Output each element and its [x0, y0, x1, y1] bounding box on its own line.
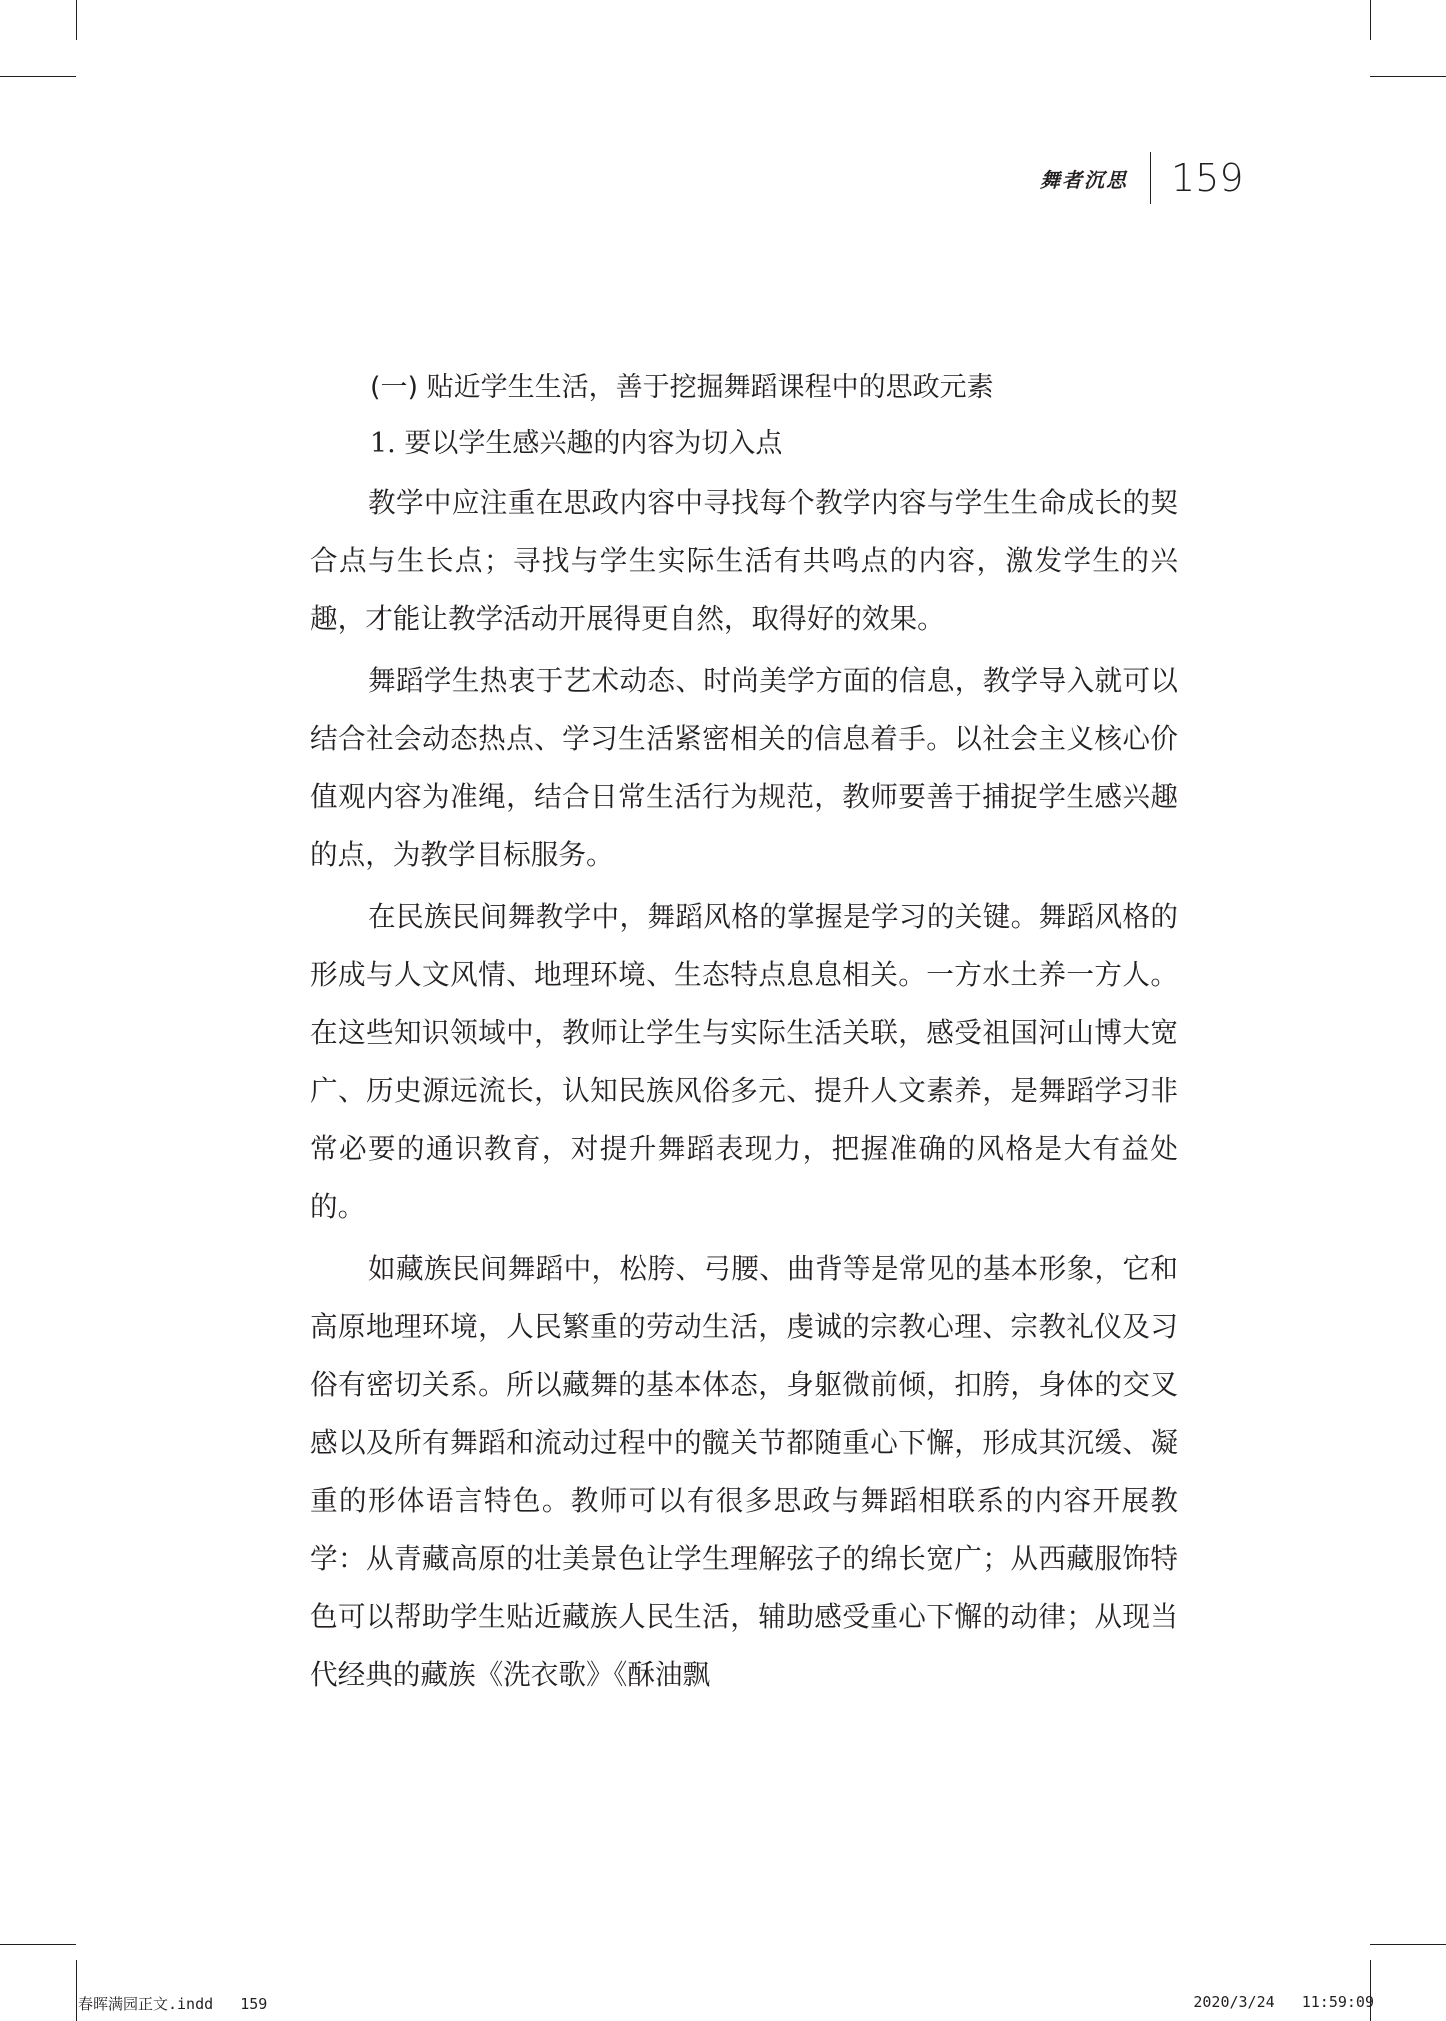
- section-heading: (一) 贴近学生生活，善于挖掘舞蹈课程中的思政元素: [370, 372, 994, 403]
- body-text: [310, 368, 1178, 1708]
- page-number: 159: [1171, 156, 1244, 200]
- paragraph: 如藏族民间舞蹈中，松胯、弓腰、曲背等是常见的基本形象，它和高原地理环境，人民繁重的劳动生活，虔诚的宗教心理、宗教礼仪及习俗有密切关系。所以藏舞的基本体态，身躯微前倾，扣胯，身体的交叉感以及所有舞蹈和流动过程中的髋关节都随重心下懈，形成其沉缓、凝重的形体语言特色。教师可以有很多思政与舞蹈相联系的内容开展教学：从青藏高原的壮美景色让学生理解弦子的绵长宽广；从西藏服饰特色可以帮助学生贴近藏族人民生活，辅助感受重心下懈的动律；从现当代经典的藏族《洗衣歌》《酥油飘: [310, 1252, 1178, 1691]
- crop-mark-top-left-vertical: [76, 0, 77, 40]
- crop-mark-bottom-right-vertical: [1370, 1960, 1371, 2021]
- crop-mark-top-right-horizontal: [1370, 76, 1446, 77]
- header-divider: [1150, 152, 1151, 204]
- crop-mark-bottom-right-horizontal: [1370, 1944, 1446, 1945]
- slug-timestamp: 2020/3/24 11:59:09: [1193, 1993, 1374, 2011]
- slug-file-info: 春晖满园正文.indd 159: [78, 1995, 268, 2013]
- sub-heading: 1. 要以学生感兴趣的内容为切入点: [370, 428, 783, 459]
- crop-mark-bottom-left-horizontal: [0, 1944, 76, 1945]
- running-header: [1040, 150, 1244, 206]
- paragraph: 在民族民间舞教学中，舞蹈风格的掌握是学习的关键。舞蹈风格的形成与人文风情、地理环境、生态特点息息相关。一方水土养一方人。在这些知识领域中，教师让学生与实际生活关联，感受祖国河山博大宽广、历史源远流长，认知民族风俗多元、提升人文素养，是舞蹈学习非常必要的通识教育，对提升舞蹈表现力，把握准确的风格是大有益处的。: [310, 900, 1178, 1223]
- paragraph: 教学中应注重在思政内容中寻找每个教学内容与学生生命成长的契合点与生长点；寻找与学生实际生活有共鸣点的内容，激发学生的兴趣，才能让教学活动开展得更自然，取得好的效果。: [310, 486, 1178, 635]
- paragraph: 舞蹈学生热衷于艺术动态、时尚美学方面的信息，教学导入就可以结合社会动态热点、学习生活紧密相关的信息着手。以社会主义核心价值观内容为准绳，结合日常生活行为规范，教师要善于捕捉学生感兴趣的点，为教学目标服务。: [310, 664, 1178, 871]
- crop-mark-bottom-left-vertical: [76, 1960, 77, 2021]
- crop-mark-top-left-horizontal: [0, 76, 76, 77]
- running-title: 舞者沉思: [1040, 167, 1128, 192]
- crop-mark-top-right-vertical: [1370, 0, 1371, 40]
